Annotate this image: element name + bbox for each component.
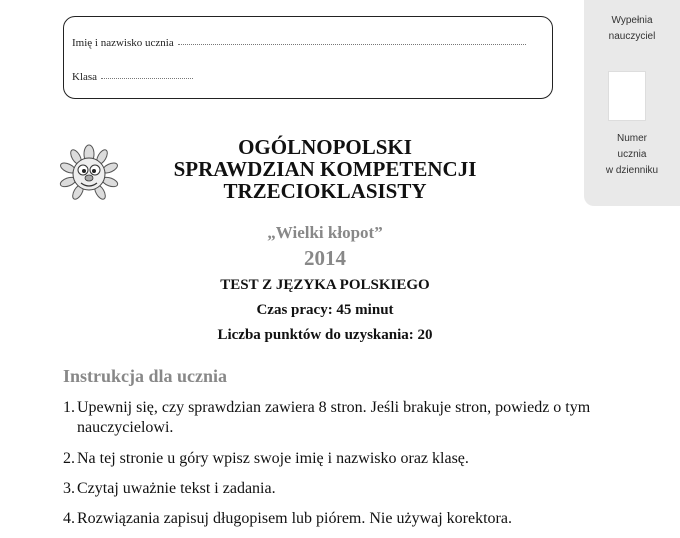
student-number-box[interactable] [608,71,646,121]
work-time: Czas pracy: 45 minut [256,302,394,318]
student-number-label: Numer ucznia w dzienniku [605,133,659,176]
list-item: 1. Upewnij się, czy sprawdzian zawiera 8 stron. Jeśli brakuje stron, powiedz o tym nauczycielowi. [63,399,591,436]
student-info-box [63,16,553,99]
exam-year: 2014 [304,246,346,270]
student-name-field[interactable] [178,43,526,45]
max-points: Liczba punktów do uzyskania: 20 [217,327,433,343]
class-label: Klasa [72,71,98,83]
class-row[interactable] [72,71,193,83]
exam-subtitle: „Wielki kłopot” [267,223,383,242]
class-field[interactable] [101,77,193,79]
list-item: 4. Rozwiązania zapisuj długopisem lub piórem. Nie używaj korektora. [63,510,512,527]
instructions-list [63,398,603,529]
instructions-heading: Instrukcja dla ucznia [63,366,228,386]
teacher-fill-label: Wypełnia nauczyciel [608,15,656,42]
student-name-row[interactable] [72,37,526,49]
list-item: 2. Na tej stronie u góry wpisz swoje imię i nazwisko oraz klasę. [63,450,469,467]
teacher-panel [584,0,680,206]
list-item: 3. Czytaj uważnie tekst i zadania. [63,480,276,497]
mascot-logo [58,142,120,204]
test-name: TEST Z JĘZYKA POLSKIEGO [220,277,430,293]
student-name-label: Imię i nazwisko ucznia [72,37,174,49]
exam-title: OGÓLNOPOLSKI SPRAWDZIAN KOMPETENCJI TRZECIOKLASISTY [173,135,477,203]
